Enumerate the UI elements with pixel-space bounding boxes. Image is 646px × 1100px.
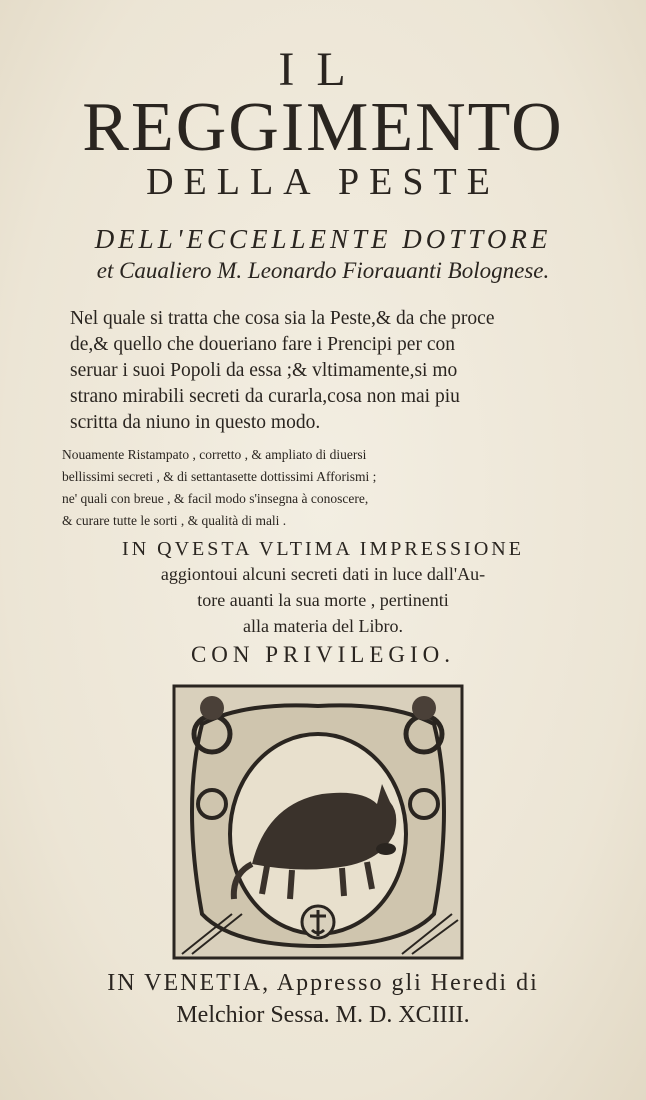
description-line: scritta da niuno in questo modo. xyxy=(70,412,321,433)
author-line-1: DELL'ECCELLENTE DOTTORE xyxy=(94,224,552,254)
description-line: seruar i suoi Popoli da essa ;& vltimamente,si mo xyxy=(70,360,458,381)
description-line: strano mirabili secreti da curarla,cosa non mai piu xyxy=(70,386,460,407)
printers-mark-icon xyxy=(172,684,464,960)
description-line: Nel quale si tratta che cosa sia la Peste,& da che proce xyxy=(70,308,495,329)
description-line: de,& quello che doueriano fare i Prencipi per con xyxy=(70,334,455,355)
reprint-line: bellissimi secreti , & di settantasette dottissimi Afforismi ; xyxy=(62,469,377,484)
imprint-line-1: IN VENETIA, Appresso gli Heredi di xyxy=(107,970,539,996)
imprint-line-2: Melchior Sessa. M. D. XCIIII. xyxy=(176,1002,470,1028)
reprint-note xyxy=(62,444,592,532)
reprint-line: Nouamente Ristampato , corretto , & ampliato di diuersi xyxy=(62,447,367,462)
author-line-2: et Caualiero M. Leonardo Fiorauanti Bolognese. xyxy=(96,258,550,283)
impression-line-3: alla materia del Libro. xyxy=(243,616,403,636)
impression-line-1: aggiontoui alcuni secreti dati in luce dall'Au- xyxy=(160,564,486,584)
title-reggimento: REGGIMENTO xyxy=(82,89,564,166)
title-il: IL xyxy=(278,43,368,96)
reprint-line: ne' quali con breue , & facil modo s'insegna à conoscere, xyxy=(62,491,369,506)
impression-heading: IN QVESTA VLTIMA IMPRESSIONE xyxy=(122,538,524,560)
privilege-line: CON PRIVILEGIO. xyxy=(190,642,456,667)
title-della-peste: DELLA PESTE xyxy=(146,161,500,203)
impression-line-2: tore auanti la sua morte , pertinenti xyxy=(197,590,449,610)
description-paragraph xyxy=(70,306,600,436)
reprint-line: & curare tutte le sorti , & qualità di mali . xyxy=(62,513,287,528)
